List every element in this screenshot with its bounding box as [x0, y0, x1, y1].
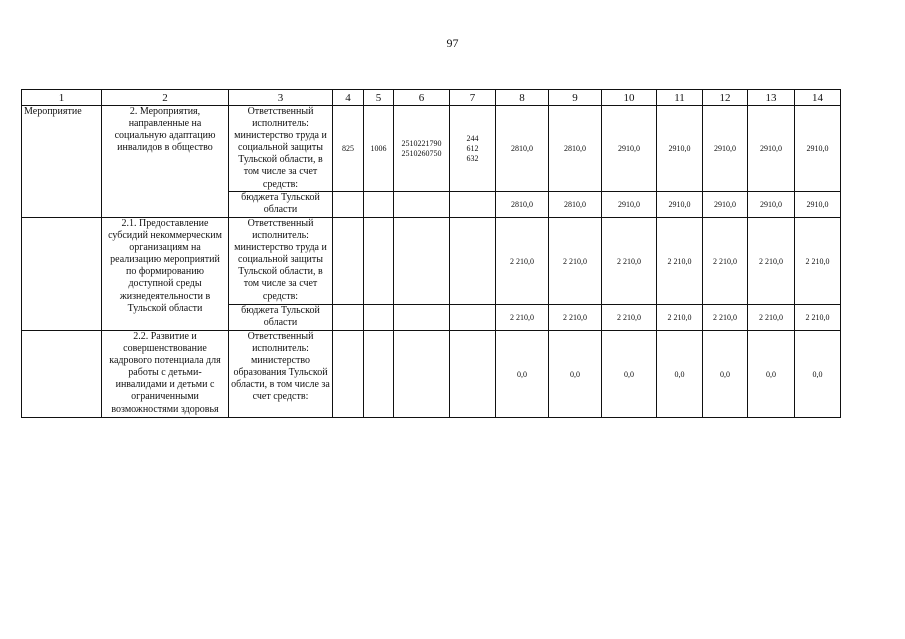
value-cell: 2 210,0: [657, 218, 703, 305]
value-cell: 2 210,0: [549, 305, 602, 331]
empty-cell: [364, 218, 394, 305]
value-cell: 2 210,0: [703, 218, 748, 305]
empty-cell: [333, 305, 364, 331]
empty-cell: [333, 218, 364, 305]
value-cell: 2 210,0: [657, 305, 703, 331]
source-cell: бюджета Тульской области: [229, 305, 333, 331]
column-header: 4: [333, 90, 364, 106]
column-header: 10: [602, 90, 657, 106]
value-cell: 2910,0: [657, 192, 703, 218]
table-row: [22, 331, 841, 418]
value-cell: 2810,0: [549, 106, 602, 192]
value-cell: 2910,0: [795, 192, 841, 218]
executor-cell: Ответственный исполнитель: министерство труда и социальной защиты Тульской области, в том числе за счет средств:: [229, 106, 333, 192]
empty-cell: [450, 305, 496, 331]
empty-cell: [394, 305, 450, 331]
value-cell: 2 210,0: [795, 305, 841, 331]
rzpr-cell: 1006: [364, 106, 394, 192]
value-cell: 0,0: [549, 331, 602, 418]
table-row: [22, 218, 841, 305]
value-cell: 2810,0: [496, 106, 549, 192]
value-cell: 2 210,0: [748, 218, 795, 305]
column-header: 9: [549, 90, 602, 106]
value-cell: 2910,0: [602, 192, 657, 218]
value-cell: 2910,0: [703, 192, 748, 218]
row-type-cell: Мероприятие: [22, 106, 102, 218]
table-row: [22, 106, 841, 192]
column-header: 8: [496, 90, 549, 106]
value-cell: 0,0: [602, 331, 657, 418]
header-row: [22, 90, 841, 106]
column-header: 1: [22, 90, 102, 106]
column-header: 13: [748, 90, 795, 106]
value-cell: 0,0: [496, 331, 549, 418]
column-header: 11: [657, 90, 703, 106]
vr-code: 632: [466, 153, 479, 163]
value-cell: 0,0: [795, 331, 841, 418]
value-cell: 2910,0: [748, 106, 795, 192]
budget-table: [21, 89, 841, 418]
value-cell: 2810,0: [549, 192, 602, 218]
column-header: 12: [703, 90, 748, 106]
executor-cell: Ответственный исполнитель: министерство труда и социальной защиты Тульской области, в том числе за счет средств:: [229, 218, 333, 305]
value-cell: 0,0: [703, 331, 748, 418]
value-cell: 2 210,0: [795, 218, 841, 305]
measure-name-cell: 2. Мероприятия, направленные на социальную адаптацию инвалидов в общество: [102, 106, 229, 218]
value-cell: 2 210,0: [496, 305, 549, 331]
value-cell: 2910,0: [602, 106, 657, 192]
value-cell: 2810,0: [496, 192, 549, 218]
empty-cell: [394, 218, 450, 305]
value-cell: 2910,0: [703, 106, 748, 192]
empty-cell: [22, 331, 102, 418]
value-cell: 2 210,0: [703, 305, 748, 331]
csr-code: 2510221790: [401, 138, 442, 148]
value-cell: 2910,0: [795, 106, 841, 192]
value-cell: 2910,0: [657, 106, 703, 192]
empty-cell: [450, 192, 496, 218]
column-header: 7: [450, 90, 496, 106]
empty-cell: [394, 192, 450, 218]
value-cell: 2 210,0: [496, 218, 549, 305]
empty-cell: [394, 331, 450, 418]
vr-code: 612: [466, 143, 479, 153]
measure-name-cell: 2.2. Развитие и совершенствование кадрового потенциала для работы с детьми-инвалидами и детьми с ограниченными возможностями здоровья: [102, 331, 229, 418]
value-cell: 2 210,0: [549, 218, 602, 305]
value-cell: 2 210,0: [602, 218, 657, 305]
column-header: 6: [394, 90, 450, 106]
empty-cell: [450, 331, 496, 418]
column-header: 2: [102, 90, 229, 106]
measure-name-cell: 2.1. Предоставление субсидий некоммерческим организациям на реализацию мероприятий по формированию доступной среды жизнедеятельности в Тульской области: [102, 218, 229, 331]
empty-cell: [364, 305, 394, 331]
empty-cell: [333, 192, 364, 218]
column-header: 14: [795, 90, 841, 106]
empty-cell: [364, 192, 394, 218]
grbs-cell: 825: [333, 106, 364, 192]
column-header: 5: [364, 90, 394, 106]
value-cell: 2 210,0: [602, 305, 657, 331]
value-cell: 2910,0: [748, 192, 795, 218]
csr-cell: [394, 106, 450, 192]
vr-code: 244: [466, 133, 479, 143]
empty-cell: [450, 218, 496, 305]
page-number: 97: [446, 36, 459, 50]
vr-cell: [450, 106, 496, 192]
empty-cell: [364, 331, 394, 418]
executor-cell: Ответственный исполнитель: министерство образования Тульской области, в том числе за счет средств:: [229, 331, 333, 418]
empty-cell: [333, 331, 364, 418]
empty-cell: [22, 218, 102, 331]
value-cell: 0,0: [657, 331, 703, 418]
value-cell: 0,0: [748, 331, 795, 418]
source-cell: бюджета Тульской области: [229, 192, 333, 218]
csr-code: 2510260750: [401, 148, 442, 158]
column-header: 3: [229, 90, 333, 106]
value-cell: 2 210,0: [748, 305, 795, 331]
